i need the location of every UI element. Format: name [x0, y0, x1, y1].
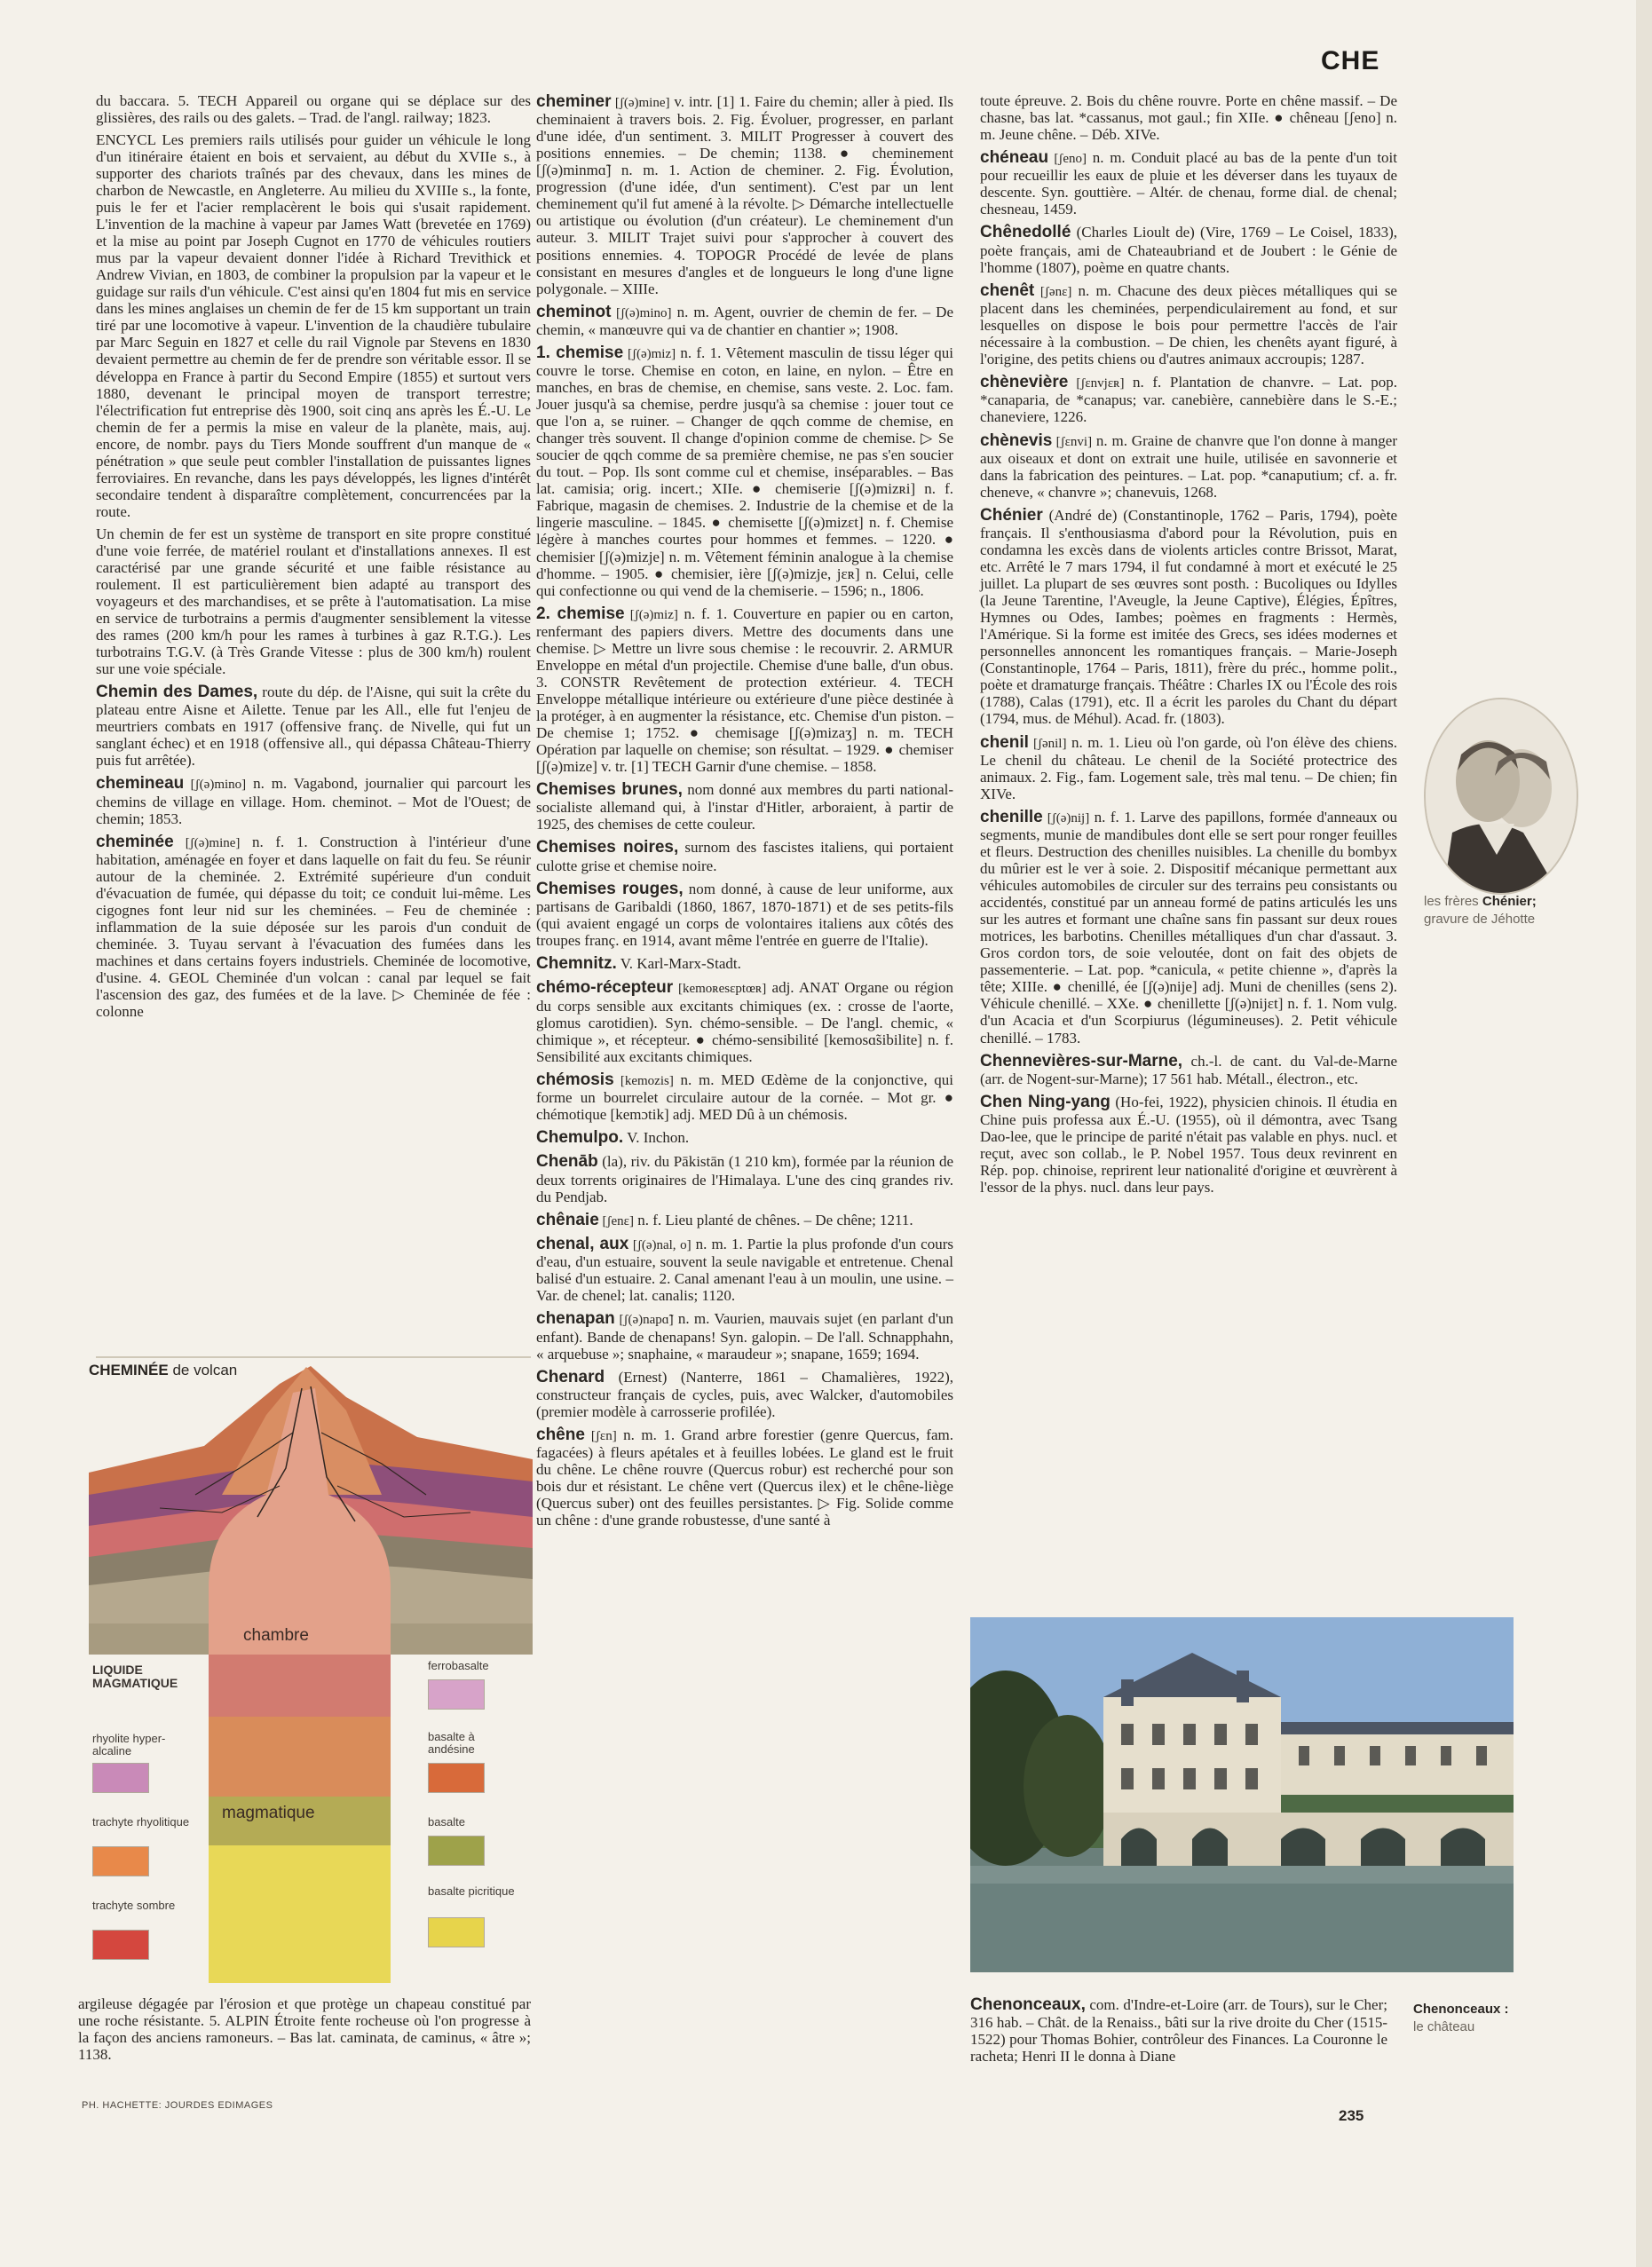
definition: n. m. 1. Lieu où l'on garde, où l'on élève des chiens. Le chenil du château. Le chenil de la Société protectrice des animaux. 2. Fig., fam. Logement sale, très mal tenu. – De chien; fin XIVe.	[980, 733, 1398, 802]
pronunciation: [ʃ(ə)mino]	[184, 778, 247, 793]
entry	[980, 1093, 1397, 1196]
portrait-engraving	[1426, 699, 1577, 893]
caption-name: Chénier;	[1482, 894, 1537, 909]
headword: chenapan	[536, 1309, 615, 1329]
headword: chéneau	[980, 148, 1049, 168]
definition: n. m. Conduit placé au bas de la pente d'un toit pour recueillir les eaux de pluie et les déverser dans les tuyaux de descente. Syn. gouttière. – Altér. de chenau, forme dial. de chenal; chesneau, 1459.	[980, 149, 1397, 218]
headword: chenal, aux	[536, 1234, 629, 1253]
pronunciation: [kemozis]	[613, 1073, 674, 1088]
definition: nom donné aux membres du parti national-socialiste allemand qui, à l'instar d'Hitler, arboraient, à partir de 1925, des chemises de cette couleur.	[536, 781, 953, 833]
definition: com. d'Indre-et-Loire (arr. de Tours), sur le Cher; 316 hab. – Chât. de la Renaiss., bâti sur la rive droite du Cher (1515-1522) pour Thomas Bohier, contrôleur des Finances. La Couronne le racheta; Henri II le donna à Diane	[970, 1996, 1387, 2066]
entry	[536, 1070, 953, 1123]
chateau-photograph	[970, 1617, 1514, 1972]
pronunciation: [ʃ(ə)mine]	[173, 835, 241, 850]
portrait-caption	[1424, 893, 1646, 928]
headword: Chenāb	[536, 1152, 598, 1172]
entry	[536, 1211, 953, 1229]
definition: n. f. 1. Couverture en papier ou en carton, renfermant des papiers divers. Mettre des documents dans une chemise. ▷ Mettre un livre sous chemise : le recouvrir. 2. ARMUR Enveloppe en métal d'un projectile. Chemise d'une balle, d'un obus. 3. CONSTR Revêtement de protection extérieur. 4. TECH Enveloppe métallique intérieure ou extérieure d'une pièce destinée à la protéger, à en augmenter la résistance, etc. Chemise d'un piston. – De chemise 1; 1752. ● chemisage [ʃ(ə)mizaʒ] n. m. TECH Opération par laquelle on chemise; son résultat. – 1929. ● chemiser [ʃ(ə)mize] v. tr. [1] TECH Garnir d'une chemise. – 1858.	[536, 604, 953, 776]
legend-swatch-ferrobasalte	[428, 1679, 485, 1710]
headword: Chennevières-sur-Marne,	[980, 1051, 1183, 1070]
pronunciation: [ʃenɛ]	[598, 1213, 634, 1228]
headword: chemineau	[96, 774, 185, 794]
definition: n. m. Agent, ouvrier de chemin de fer. – De chemin, « manœuvre qui va de chantier en chantier »; 1908.	[536, 303, 953, 338]
entry	[980, 1052, 1397, 1087]
definition: surnom des fascistes italiens, qui portaient culotte grise et chemise noire.	[536, 839, 954, 874]
definition: n. f. Plantation de chanvre. – Lat. pop. *canaparia, de *canapus; var. canebière, cannebière dans le S.-E.; chaneviere, 1226.	[980, 374, 1397, 426]
definition: adj. ANAT Organe ou région du corps sensible aux excitants chimiques (ex. : crosse de l'aorte, glomus carotidien). Syn. chémo-sensible. – De l'angl. chemic, « chimique », et récepteur. ● chémo-sensibilité [kemosɑ̃sibilite] n. f. Sensibilité aux excitants chimiques.	[536, 979, 953, 1065]
entry	[96, 774, 531, 826]
definition: (la), riv. du Pākistān (1 210 km), formée par la réunion de deux torrents originaires de l'Himalaya. L'une des cinq grandes riv. du Pendjab.	[536, 1153, 953, 1205]
entry	[536, 1152, 953, 1205]
headword: chémosis	[536, 1070, 614, 1089]
headword: Chênedollé	[980, 223, 1071, 242]
definition: (André de) (Constantinople, 1762 – Paris, 1794), poète français. Il s'enthousiasma d'abord pour la Révolution, puis en condamna les excès dans de violents articles contre Brissot, Marat, etc. Arrêté le 7 mars 1794, il fut condamné à mort et exécuté le 25 juillet. La plupart de ses œuvres sont posth. : Bucoliques ou Idylles (la Jeune Tarentine, l'Aveugle, la Jeune Captive), Élégies, Épîtres, Hymnes ou Odes, Iambes; poèmes en fragments : Hermès, l'Amérique. Si la forme est imitée des Grecs, ses idées modernes et personnelles annoncent les romantiques français. – Marie-Joseph (Constantinople, 1764 – Paris, 1811), frère du préc., homme polit., poète et dramaturge français. Théâtre : Charles IX ou l'École des rois (1788), Calas (1791), etc. Il a écrit les paroles du Chant du départ (1794, mus. de Méhul). Acad. fr. (1803).	[980, 506, 1397, 728]
photo-caption-suffix: le château	[1413, 2018, 1475, 2034]
caption-suffix: gravure de Jéhotte	[1424, 911, 1536, 927]
headword: cheminot	[536, 302, 612, 321]
pronunciation: [ʃənɛ]	[1034, 284, 1072, 299]
headword: chènevis	[980, 430, 1053, 450]
headword: 1. chemise	[536, 343, 624, 362]
definition: n. f. 1. Construction à l'intérieur d'une habitation, aménagée en foyer et dans laquelle on fait du feu. Se réunir autour de la cheminée. 2. Extrémité supérieure d'un conduit d'évacuation de fumée, qui dépasse du toit; ce conduit lui-même. Les cigognes font leur nid sur les cheminées. – Feu de cheminée : inflammation de la suie déposée sur les parois d'un conduit de cheminée. 3. Tuyau servant à l'évacuation des fumées dans les machines et dans certains foyers industriels. Cheminée de locomotive, d'usine. 4. GEOL Cheminée d'un volcan : canal par lequel se fait l'ascension des gaz, des fumées et de la lave. ▷ Cheminée de fée : colonne	[96, 833, 531, 1021]
headword: chenêt	[980, 280, 1035, 300]
entry	[980, 506, 1397, 728]
entry	[980, 92, 1397, 143]
entry	[536, 838, 953, 873]
legend-label: basalte picritique	[428, 1884, 515, 1898]
pronunciation: [ʃɛn]	[584, 1429, 617, 1443]
chenonceaux-photo	[970, 1617, 1514, 1972]
legend-swatch-basalte-andesine	[428, 1763, 485, 1793]
legend-swatch-basalte-picritique	[428, 1917, 485, 1947]
headword: Chemises brunes,	[536, 780, 683, 800]
definition: n. f. 1. Larve des papillons, formée d'anneaux ou segments, munie de mandibules dont elle se sert pour ronger feuilles et fleurs. Destruction des chenilles nuisibles. La chenille du bombyx du mûrier est le ver à soie. 2. Dispositif mécanique permettant aux véhicules automobiles de circuler sur des terrains peu consistants ou accidentés, constitué par un anneau formé de patins articulés les uns sur les autres et formant une chaîne sans fin passant sur deux roues motrices, les barbotins. Chenilles métalliques d'un char d'assaut. 3. Gros cordon tors, de soie veloutée, dont on fait des objets de passementerie. – Lat. pop. *canicula, « petite chienne », d'après la tête; XIIIe. ● chenillé, ée [ʃ(ə)nije] adj. Muni de chenilles (sens 2). Véhicule chenillé. – XXe. ● chenillette [ʃ(ə)nijɛt] n. f. 1. Nom vulg. d'un Acacia et d'un Scorpiurus (légumineuses). 2. Petit véhicule chenillé. – 1783.	[980, 808, 1398, 1047]
liquid-magmatic-label: LIQUIDE MAGMATIQUE	[92, 1663, 178, 1691]
definition: (Ernest) (Nanterre, 1861 – Chamalières, 1922), constructeur français de cycles, puis, avec Walcker, d'automobiles (premier modèle à carrosserie profilée).	[536, 1368, 953, 1420]
definition: (Ho-fei, 1922), physicien chinois. Il étudia en Chine puis professa aux É.-U. (1955), où il démontra, avec Tsang Dao-lee, que le principe de parité n'était pas valable en phys. nucl. et reçut, avec son collab., le P. Nobel 1957. Tous deux revinrent en Rép. pop. chinoise, reprirent leur nationalité d'origine et œuvrèrent à l'essor de la phys. nucl. dans leur pays.	[980, 1093, 1397, 1197]
definition: n. m. Vaurien, mauvais sujet (en parlant d'un enfant). Bande de chenapans! Syn. galopin. – De l'all. Schnapphahn, « arquebuse »; snaphaine, « maraudeur »; snapane, 1659; 1694.	[536, 1310, 953, 1363]
legend-swatch-trachyte-rhyolitique	[92, 1846, 149, 1876]
definition: v. intr. [1] 1. Faire du chemin; aller à pied. Ils cheminaient à travers bois. 2. Fig. Évoluer, progresser, en parlant d'une idée, d'un sentiment. 3. MILIT Progresser à couvert des positions ennemies. – De chemin; 1138. ● cheminement [ʃ(ə)minmɑ̃] n. m. 1. Action de cheminer. 2. Fig. Évolution, progression (d'une idée, d'un sentiment). C'est par un lent cheminement qu'il fut amené à la révolte. ▷ Démarche intellectuelle ou artistique ou évolution (d'un créateur). Le cheminement d'un auteur. 3. MILIT Trajet suivi pour s'approcher à couvert des positions ennemies. 4. TOPOGR Procédé de levée de plans consistant en mesures d'angles et de longueurs le long d'une ligne polygonale. – XIIIe.	[536, 93, 953, 297]
definition: n. m. Graine de chanvre que l'on donne à manger aux oiseaux et dont on extrait une huile, utilisée en savonnerie et dans la fabrication des peintures. – Lat. pop. *canaputium; cf. a. fr. cheneve, « chanvre »; chanevuis, 1268.	[980, 431, 1398, 501]
definition: n. f. Lieu planté de chênes. – De chêne; 1211.	[633, 1211, 913, 1228]
headword: chêne	[536, 1426, 585, 1444]
headword: Chen Ning-yang	[980, 1092, 1111, 1111]
definition: route du dép. de l'Aisne, qui suit la crête du plateau entre Aisne et Ailette. Tenue par les All., elle fut l'enjeu de meurtriers combats en 1917 (offensive franç. de Nivelle, qui fut un sanglant échec) et en 1918 (offensive all., qui dépassa Château-Thierry puis fut arrêtée).	[96, 683, 531, 770]
paragraph: Un chemin de fer est un système de transport en site propre constitué d'une voie ferrée, de matériel roulant et d'installations annexes. Il est caractérisé par une grande sécurité et une faible résistance au roulement. Il est particulièrement bien adapté au transport des voyageurs et des marchandises, et se prête à l'automatisation. La mise en service de turbotrains a permis d'augmenter sensiblement la vitesse des rames (200 km/h pour les rames à turbines à gaz R.T.G.). Les turbotrains T.G.V. (à Très Grande Vitesse : plus de 300 km/h) roulent sur une voie spéciale.	[96, 525, 531, 678]
headword: cheminer	[536, 92, 612, 111]
entry	[96, 683, 531, 769]
figure-title-main: CHEMINÉE	[89, 1362, 169, 1378]
paragraph: ENCYCL Les premiers rails utilisés pour guider un véhicule le long d'un itinéraire étaient en bois et servaient, au début du XVIIe s., à supporter des chariots traînés par des chevaux, dans les mines de charbon de Newcastle, en Angleterre. Au milieu du XVIIIe s., la fonte, puis le fer et l'acier remplacèrent le bois qui s'usait rapidement. L'invention de la machine à vapeur par James Watt (brevetée en 1769) et la mise au point par Joseph Cugnot en 1770 de véhicules routiers mus par la vapeur devaient donner l'idée à Richard Trevithick et Andrew Vivian, en 1803, de combiner la propulsion par la vapeur et le guidage sur rails d'un véhicule. C'est ainsi qu'en 1804 fut mis en service dans les mines anglaises un chemin de fer de 15 km supportant un train tiré par une locomotive à vapeur. L'invention de la chaudière tubulaire par Marc Seguin en 1827 et celle du rail Vignole par Stevens en 1830 devaient permettre au chemin de fer de prendre son véritable essor. Il se développa en France à partir du Second Empire (1855) et surtout vers 1880, devenant le principal moyen de transport terrestre; l'électrification fut entreprise dès 1900, soit cinq ans après les É.-U. Le chemin de fer a permis la mise en valeur de la planète, mais, auj. encore, de nombr. pays du Tiers Monde souffrent d'un manque de « pénétration » que seule peut combler l'installation de puissantes lignes ferroviaires. En revanche, dans les pays développés, les lignes d'intérêt secondaire tendent à disparaître complètement, concurrencées par la route.	[96, 131, 531, 520]
volcano-chimney-figure	[89, 1362, 533, 1987]
legend-swatch-trachyte-sombre	[92, 1930, 149, 1960]
definition: n. f. 1. Vêtement masculin de tissu léger qui couvre le torse. Chemise en coton, en laine, en nylon. – Être en manches, en bras de chemise, en chemise, sans veste. 2. Loc. fam. Jouer jusqu'à sa chemise, perdre jusqu'à sa chemise : jouer tout ce que l'on a, se ruiner. – Changer de qqch comme de chemise, en changer très souvent. Il change d'opinion comme de chemise. ▷ Se soucier de qqch comme de sa première chemise, ne pas s'en soucier du tout. – Pop. Ils sont comme cul et chemise, inséparables. – Bas lat. camisia; orig. incert.; XIIe. ● chemiserie [ʃ(ə)mizʀi] n. f. Fabrique, magasin de chemises. 2. Industrie de la chemise et de la lingerie masculine. – 1845. ● chemisette [ʃ(ə)mizɛt] n. f. Chemise légère à manches courtes pour hommes et femmes. – 1220. ● chemisier [ʃ(ə)mizje] n. m. Vêtement féminin analogue à la chemise d'homme. – 1905. ● chemisier, ière [ʃ(ə)mizje, jɛʀ] n. Celui, celle qui confectionne ou qui vend de la chemiserie. – 1596; n., 1806.	[536, 344, 954, 599]
photo-caption	[1413, 2001, 1609, 2035]
entry	[536, 1368, 953, 1420]
definition: nom donné, à cause de leur uniforme, aux partisans de Garibaldi (1860, 1867, 1870-1871) et de ses petits-fils (qui avaient engagé un corps de volontaires italiens aux côtés des troupes franç. en 1914, avant même l'entrée en guerre de l'Italie).	[536, 880, 953, 950]
legend-swatch-basalte	[428, 1836, 485, 1866]
paragraph: du baccara. 5. TECH Appareil ou organe qui se déplace sur des glissières, des rails ou des galets. – Trad. de l'angl. railway; 1823.	[96, 92, 531, 127]
headword: Chemulpo.	[536, 1128, 624, 1148]
headword: chémo-récepteur	[536, 978, 674, 998]
entry	[536, 344, 953, 599]
legend-swatch-rhyolite	[92, 1763, 149, 1793]
entry	[536, 1426, 953, 1528]
definition: n. m. MED Œdème de la conjonctive, qui forme un bourrelet circulaire autour de la cornée. – Mot gr. ● chémotique [kemɔtik] adj. MED Dû à un chémosis.	[536, 1070, 953, 1124]
entry	[536, 954, 953, 973]
headword: Chenard	[536, 1367, 605, 1386]
headword: Chemises rouges,	[536, 879, 684, 898]
entry	[980, 808, 1397, 1047]
entry	[980, 148, 1397, 217]
definition: n. m. 1. Partie la plus profonde d'un cours d'eau, d'un estuaire, souvent la seule navigable et entretenue. Chenal balisé d'un estuaire. 2. Canal amenant l'eau à un moulin, une usine. – Var. de chenel; lat. canalis; 1120.	[536, 1235, 953, 1305]
column-2	[536, 92, 953, 1534]
legend-label: ferrobasalte	[428, 1659, 489, 1672]
entry	[980, 373, 1397, 425]
entry	[980, 223, 1397, 275]
running-head: CHE	[1321, 46, 1380, 75]
pronunciation: [ʃ(ə)napɑ̃]	[614, 1313, 674, 1328]
entry	[980, 281, 1397, 367]
definition: n. m. 1. Grand arbre forestier (genre Quercus, fam. fagacées) à fleurs apétales et à feuilles lobées. Le gland est le fruit du chêne. Le chêne rouvre (Quercus robur) est recherché pour son bois dur et résistant. Le chêne vert (Quercus ilex) et le chêne-liège (Quercus suber) ont des feuilles persistantes. ▷ Fig. Solide comme un chêne : d'une grande robustesse, d'une santé à	[536, 1426, 953, 1529]
definition: toute épreuve. 2. Bois du chêne rouvre. Porte en chêne massif. – De chasne, bas lat. *cassanus, mot gaul.; fin XIIe. ● chêneau [ʃeno] n. m. Jeune chêne. – Déb. XIVe.	[980, 92, 1397, 144]
continuation-text: argileuse dégagée par l'érosion et que protège un chapeau constitué par une roche résistante. 5. ALPIN Étroite fente rocheuse où l'on progresse à la façon des anciens ramoneurs. – Bas lat. caminata, de caminus, « âtre »; 1138.	[78, 1995, 531, 2064]
pronunciation: [ʃ(ə)nij]	[1042, 810, 1090, 825]
pronunciation: [ʃ(ə)mine]	[611, 96, 670, 110]
caption-prefix: les frères	[1424, 894, 1479, 909]
headword: chênaie	[536, 1210, 599, 1229]
pronunciation: [kemoʀesɛptœʀ]	[673, 982, 767, 997]
page-edge	[1636, 0, 1652, 2267]
entry	[536, 604, 953, 776]
legend-label: basalte à andésine	[428, 1730, 475, 1757]
definition: n. m. Vagabond, journalier qui parcourt les chemins de village en village. Hom. cheminot. – Mot de l'Ouest; de chemin; 1853.	[96, 775, 532, 827]
pronunciation: [ʃ(ə)mino]	[611, 305, 672, 320]
pronunciation: [ʃɛnvi]	[1052, 434, 1093, 449]
legend-label: rhyolite hyper-alcaline	[92, 1732, 166, 1758]
entry	[970, 1995, 1387, 2065]
headword: chènevière	[980, 373, 1069, 392]
pronunciation: [ʃənil]	[1028, 736, 1067, 751]
definition: ch.-l. de cant. du Val-de-Marne (arr. de Nogent-sur-Marne); 17 561 hab. Métall., électron., etc.	[980, 1052, 1397, 1087]
pronunciation: [ʃɛnvjɛʀ]	[1068, 376, 1125, 391]
headword: Chenonceaux,	[970, 1995, 1086, 2014]
headword: Chemnitz.	[536, 954, 617, 974]
figure-divider	[96, 1356, 531, 1358]
entry	[980, 431, 1397, 501]
legend-label: trachyte rhyolitique	[92, 1815, 190, 1829]
page-number: 235	[1339, 2107, 1364, 2124]
entry	[536, 978, 953, 1064]
pronunciation: [ʃ(ə)miz]	[624, 607, 678, 622]
chenier-portrait	[1424, 698, 1578, 895]
definition: V. Karl-Marx-Stadt.	[616, 955, 741, 973]
headword: Chemises noires,	[536, 838, 679, 857]
figure-title	[89, 1362, 237, 1379]
legend-label: trachyte sombre	[92, 1899, 176, 1912]
pronunciation: [ʃ(ə)nal, o]	[628, 1237, 692, 1252]
entry	[96, 833, 531, 1021]
headword: Chénier	[980, 505, 1043, 525]
magmatic-label: magmatique	[222, 1804, 315, 1822]
headword: chenille	[980, 807, 1043, 826]
entry	[536, 303, 953, 338]
column-3	[980, 92, 1397, 1201]
entry	[536, 1128, 953, 1147]
entry	[536, 92, 953, 297]
headword: chenil	[980, 732, 1029, 752]
definition: (Charles Lioult de) (Vire, 1769 – Le Coisel, 1833), poète français, ami de Chateaubriand et de Joubert : le Génie de l'homme (1807), poème en quatre chants.	[980, 224, 1397, 276]
photo-caption-name: Chenonceaux :	[1413, 2002, 1509, 2017]
figure-title-suffix: de volcan	[172, 1362, 238, 1378]
chamber-label: chambre	[243, 1626, 309, 1645]
headword: cheminée	[96, 832, 174, 851]
entry	[536, 1235, 953, 1304]
photo-credit: PH. HACHETTE: JOURDES EDIMAGES	[82, 2100, 273, 2111]
entry	[536, 780, 953, 833]
definition: V. Inchon.	[623, 1129, 690, 1147]
legend-label: basalte	[428, 1815, 465, 1829]
column-1	[96, 92, 531, 1025]
pronunciation: [ʃeno]	[1048, 152, 1087, 167]
pronunciation: [ʃ(ə)miz]	[623, 346, 676, 361]
entry	[536, 1309, 953, 1362]
entry	[980, 733, 1397, 802]
headword: Chemin des Dames,	[96, 683, 258, 702]
headword: 2. chemise	[536, 604, 625, 623]
entry	[536, 880, 953, 949]
definition: n. m. Chacune des deux pièces métalliques qui se placent dans les cheminées, perpendiculairement au fond, et sur lesquelles on dispose le bois pour permettre l'accès de l'air nécessaire à la combustion. – De chien, les chenêts ayant figuré, à l'origine, des petits chiens ou d'autres animaux accroupis; 1287.	[980, 281, 1397, 368]
